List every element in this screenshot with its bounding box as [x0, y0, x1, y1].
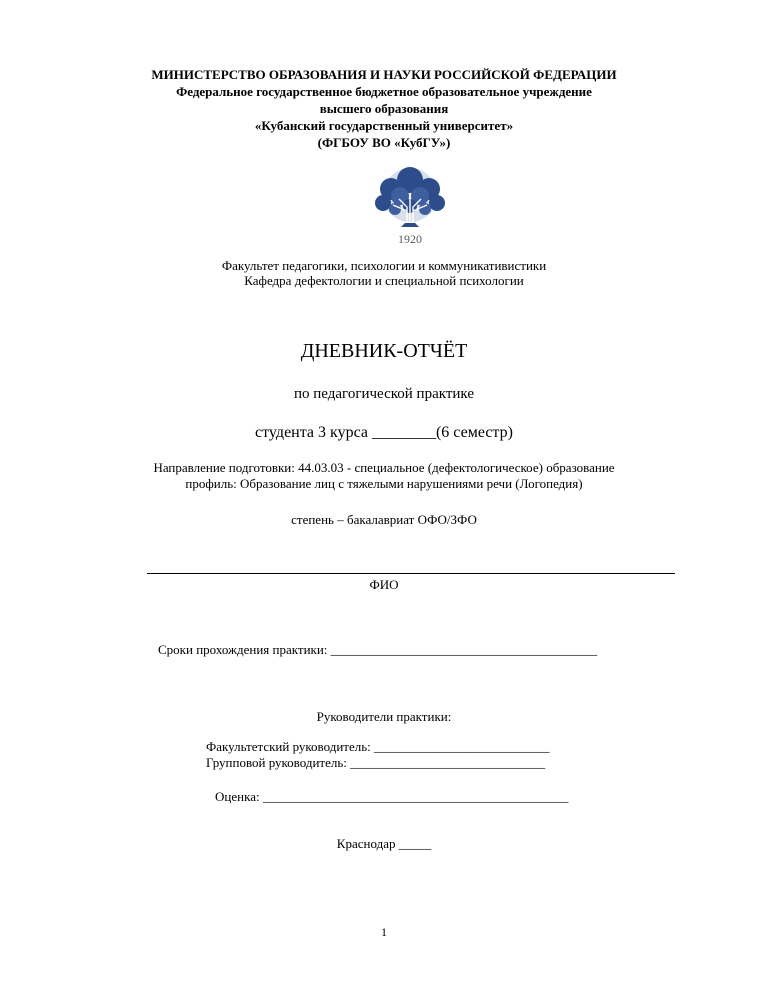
faculty-supervisor-line: [206, 739, 550, 755]
faculty-name: Факультет педагогики, психологии и коммуникативистики: [221, 258, 547, 273]
degree-line: степень – бакалавриат ОФО/ЗФО: [291, 512, 477, 527]
grade-label: Оценка:: [215, 789, 260, 804]
city-line: Краснодар _____: [336, 836, 432, 851]
tree-icon: [375, 167, 445, 227]
grade-line: [215, 789, 568, 805]
institution-line1: Федеральное государственное бюджетное образовательное учреждение: [176, 84, 592, 99]
group-supervisor-label: Групповой руководитель:: [206, 755, 347, 770]
university-logo: [359, 165, 461, 247]
ministry-heading: МИНИСТЕРСТВО ОБРАЗОВАНИЯ И НАУКИ РОССИЙСКОЙ ФЕДЕРАЦИИ: [151, 67, 617, 82]
faculty-supervisor-blank: ___________________________: [374, 739, 550, 754]
grade-blank: _______________________________________________: [262, 789, 569, 804]
practice-period-blank: _________________________________________: [330, 642, 598, 657]
document-subtitle: по педагогической практике: [294, 386, 474, 402]
logo-year: 1920: [398, 232, 422, 246]
program-direction: Направление подготовки: 44.03.03 - специальное (дефектологическое) образование: [153, 460, 615, 475]
page-number: 1: [381, 925, 387, 939]
university-short-name: (ФГБОУ ВО «КубГУ»): [317, 135, 451, 150]
university-name: «Кубанский государственный университет»: [254, 118, 514, 133]
group-supervisor-blank: ______________________________: [350, 755, 546, 770]
institution-line2: высшего образования: [319, 101, 449, 116]
fio-underline: [147, 573, 675, 574]
fio-label: ФИО: [369, 577, 399, 592]
practice-period-label: Сроки прохождения практики:: [158, 642, 328, 657]
supervisors-heading: Руководители практики:: [316, 709, 452, 724]
document-title: ДНЕВНИК-ОТЧЁТ: [300, 340, 468, 362]
student-course-line: студента 3 курса ________(6 семестр): [255, 424, 513, 441]
program-profile: профиль: Образование лиц с тяжелыми нарушениями речи (Логопедия): [185, 476, 583, 491]
group-supervisor-line: [206, 755, 545, 771]
practice-period: [158, 642, 597, 658]
faculty-supervisor-label: Факультетский руководитель:: [206, 739, 371, 754]
department-name: Кафедра дефектологии и специальной психологии: [244, 273, 524, 288]
